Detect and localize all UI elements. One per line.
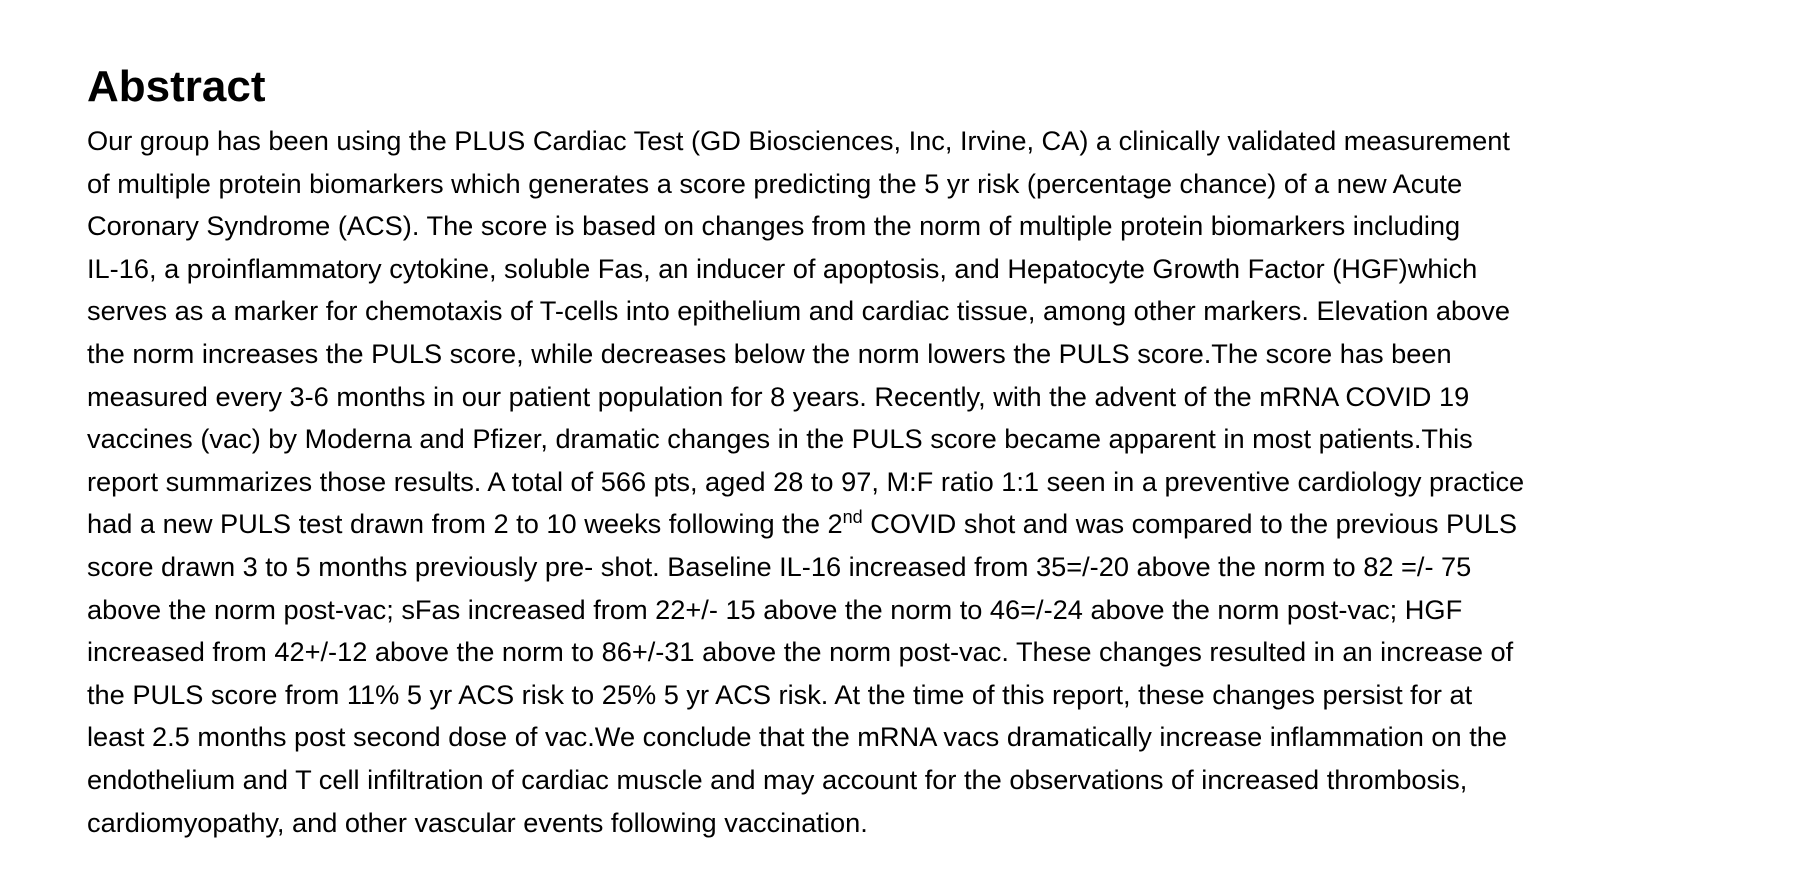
abstract-line: the norm increases the PULS score, while decreases below the norm lowers the PULS score.The score has been: [87, 337, 1452, 369]
abstract-line: measured every 3-6 months in our patient population for 8 years. Recently, with the advent of the mRNA COVID 19: [87, 380, 1470, 412]
document-page: [87, 58, 1727, 844]
abstract-line: Coronary Syndrome (ACS). The score is based on changes from the norm of multiple protein biomarkers including: [87, 210, 1461, 242]
abstract-line: of multiple protein biomarkers which generates a score predicting the 5 yr risk (percentage chance) of a new Acute: [87, 167, 1463, 199]
abstract-line: increased from 42+/-12 above the norm to 86+/-31 above the norm post-vac. These changes resulted in an increase of: [87, 636, 1514, 668]
abstract-line: cardiomyopathy, and other vascular events following vaccination.: [87, 806, 868, 838]
abstract-line: above the norm post-vac; sFas increased from 22+/- 15 above the norm to 46=/-24 above the norm post-vac; HGF: [87, 593, 1463, 625]
abstract-line: serves as a marker for chemotaxis of T-cells into epithelium and cardiac tissue, among other markers. Elevation above: [87, 295, 1510, 327]
abstract-paragraph: [87, 120, 1727, 844]
abstract-line: Our group has been using the PLUS Cardiac Test (GD Biosciences, Inc, Irvine, CA) a clinically validated measurement: [87, 125, 1510, 156]
abstract-heading: Abstract: [87, 62, 266, 111]
abstract-line: vaccines (vac) by Moderna and Pfizer, dramatic changes in the PULS score became apparent in most patients.This: [87, 423, 1473, 455]
abstract-line: IL-16, a proinflammatory cytokine, soluble Fas, an inducer of apoptosis, and Hepatocyte Growth Factor (HGF)which: [87, 252, 1478, 284]
ordinal-superscript: nd: [842, 507, 863, 528]
abstract-line-text: COVID shot and was compared to the previous PULS: [862, 508, 1517, 540]
abstract-line: least 2.5 months post second dose of vac.We conclude that the mRNA vacs dramatically increase inflammation on the: [87, 721, 1508, 753]
abstract-line: score drawn 3 to 5 months previously pre- shot. Baseline IL-16 increased from 35=/-20 above the norm to 82 =/- 75: [87, 550, 1472, 582]
abstract-line: endothelium and T cell infiltration of cardiac muscle and may account for the observations of increased thrombosis,: [87, 763, 1468, 795]
abstract-line-text: had a new PULS test drawn from 2 to 10 weeks following the 2: [87, 508, 843, 540]
abstract-line: the PULS score from 11% 5 yr ACS risk to 25% 5 yr ACS risk. At the time of this report, these changes persist for at: [87, 678, 1473, 710]
abstract-line: [87, 503, 1727, 546]
abstract-line: report summarizes those results. A total of 566 pts, aged 28 to 97, M:F ratio 1:1 seen in a preventive cardiology practice: [87, 465, 1525, 497]
